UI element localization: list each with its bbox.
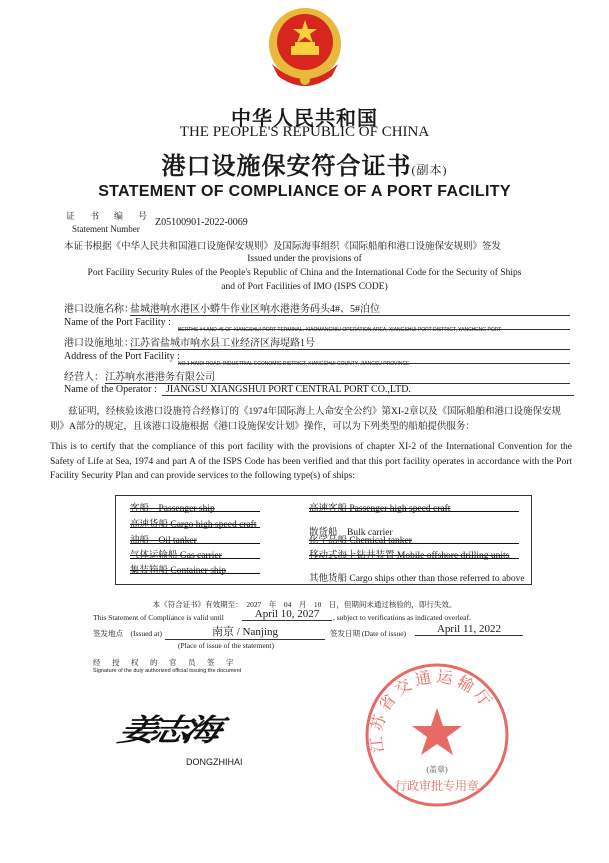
- statement-number-value: Z05100901-2022-0069: [155, 217, 248, 228]
- title-copy: (副本): [411, 163, 448, 177]
- handwritten-signature: 姜志海: [114, 714, 220, 748]
- operator-label-cn: 经营人：: [64, 372, 104, 383]
- ship-type-chemical-tanker: [309, 534, 519, 544]
- ship-type-passenger: [130, 502, 260, 512]
- ship-type-text: 高速货船 Cargo high speed craft: [130, 520, 257, 530]
- ship-type-other-cargo: 其他货船 Cargo ships other than those referred to above: [309, 574, 525, 584]
- provisions-en-1: Issued under the provisions of: [247, 254, 362, 264]
- seal-purpose: 行政审批专用章: [394, 779, 480, 793]
- facility-address-cn: 江苏省盐城市响水县工业经济区海堤路1号: [130, 334, 570, 350]
- ship-types-box: [115, 495, 532, 585]
- signature-label-en: Signature of the duly authorized official issuing the document: [93, 668, 242, 674]
- validity-cn: 本《符合证书》有效期至： 2027 年 04 月 10 日，但期间未通过核验的，即行失效。: [152, 600, 457, 609]
- signature-label-cn: 经 授 权 的 官 员 签 字: [93, 658, 236, 667]
- provisions-en-3: and of Port Facilities of IMO (ISPS CODE): [221, 282, 388, 292]
- facility-address-label-en: Address of the Port Facility :: [64, 351, 180, 362]
- certify-en: This is to certify that the compliance of this port facility with the provisions of chapter XI-2 of the International Convention for the Safety of Life at Sea, 1974 and part A of the ISPS Code has been verified and that this port facility operates in accordance with the Port Facility Security Plan and can provide services to the following type(s) of ships:: [50, 442, 572, 481]
- certify-cn: 兹证明，经核验该港口设施符合经修订的《1974年国际海上人命安全公约》第XI-2章以及《国际船舶和港口设施保安规则》A部分的规定，且该港口设施根据《港口设施保安计划》操作，可以为下列类型的船舶提供服务：: [50, 407, 561, 432]
- facility-address-en: NO.1 HAIDI ROAD, INDUSTRIAL ECONOMIC DISTRICT, XIANGSHUI COUNTY, JIANGSU PROVINCE: [178, 361, 410, 367]
- validity-label-en: This Statement of Compliance is valid until: [93, 613, 224, 622]
- ship-type-text: 化学品船 Chemical tanker: [309, 536, 412, 546]
- ship-type-passenger-hsc: [309, 502, 519, 512]
- ship-type-bulk-carrier: 散货船 Bulk carrier: [309, 528, 393, 538]
- issued-at-label: 签发地点 (Issued at): [93, 629, 162, 638]
- date-of-issue-value: April 11, 2022: [415, 623, 523, 636]
- ship-type-text: 气体运输船 Gas carrier: [130, 551, 222, 561]
- facility-name-label-en: Name of the Port Facility :: [64, 317, 171, 328]
- title-en: STATEMENT OF COMPLIANCE OF A PORT FACILITY: [98, 183, 511, 200]
- date-of-issue-label: 签发日期 (Date of issue): [330, 629, 407, 638]
- seal-note: (盖章): [426, 765, 448, 774]
- facility-name-en: BERTHS #4 AND #5 OF XIANGSHUI PORT TERMINAL, XIAOMANGNIU OPERATION AREA, XIANGSHUI PORT DISTRICT, YANCHENG PORT: [178, 327, 502, 333]
- title-cn: [0, 146, 609, 181]
- facility-name-en-field: [178, 318, 570, 333]
- ship-type-mobile-drilling: [309, 549, 519, 559]
- ship-type-text: 高速客船 Passenger high speed craft: [309, 504, 451, 514]
- ship-type-text: 客船 Passenger ship: [130, 504, 215, 514]
- issued-at-value: 南京 / Nanjing: [165, 623, 325, 640]
- ship-type-oil-tanker: [130, 534, 260, 544]
- statement-number-label-en: Statement Number: [72, 224, 140, 234]
- ship-type-gas-carrier: [130, 549, 260, 559]
- ship-type-container: [130, 564, 260, 574]
- country-en: THE PEOPLE'S REPUBLIC OF CHINA: [179, 124, 430, 140]
- facility-address-label-cn: 港口设施地址：: [64, 338, 134, 349]
- provisions-cn: 本证书根据《中华人民共和国港口设施保安规则》及国际海事组织《国际船舶和港口设施保安规则》签发: [64, 242, 502, 252]
- official-seal: [362, 660, 512, 810]
- operator-label-en: Name of the Operator :: [64, 384, 157, 395]
- title-cn-text: 港口设施保安符合证书: [161, 154, 412, 180]
- facility-name-cn: 盐城港响水港区小蟒牛作业区响水港港务码头4#、5#泊位: [130, 300, 570, 316]
- operator-en: JIANGSU XIANGSHUI PORT CENTRAL PORT CO.,LTD.: [162, 384, 574, 396]
- official-name: DONGZHIHAI: [186, 757, 243, 767]
- facility-name-label-cn: 港口设施名称：: [64, 304, 134, 315]
- place-note: (Place of issue of the statement): [178, 641, 275, 650]
- facility-address-en-field: [178, 352, 570, 367]
- ship-type-text: 集装箱船 Container ship: [130, 566, 227, 576]
- country-cn: 中华人民共和国: [231, 108, 378, 130]
- validity-suffix: , subject to verifications as indicated overleaf.: [333, 613, 471, 622]
- ship-type-cargo-hsc: [130, 518, 260, 528]
- statement-number-label-cn: 证 书 编 号: [66, 211, 151, 221]
- valid-until-date: April 10, 2027: [242, 608, 332, 621]
- ship-type-text: 移动式海上钻井装置 Mobile offshore drilling units: [309, 551, 510, 561]
- ship-type-text: 油船 Oil tanker: [130, 536, 197, 546]
- operator-cn: 江苏响水港港务有限公司: [105, 368, 570, 384]
- seal-org: 江苏省交通运输厅: [366, 666, 498, 754]
- provisions-en-2: Port Facility Security Rules of the People's Republic of China and the International Code for the Security of Ships: [87, 268, 522, 278]
- national-emblem: [262, 4, 348, 90]
